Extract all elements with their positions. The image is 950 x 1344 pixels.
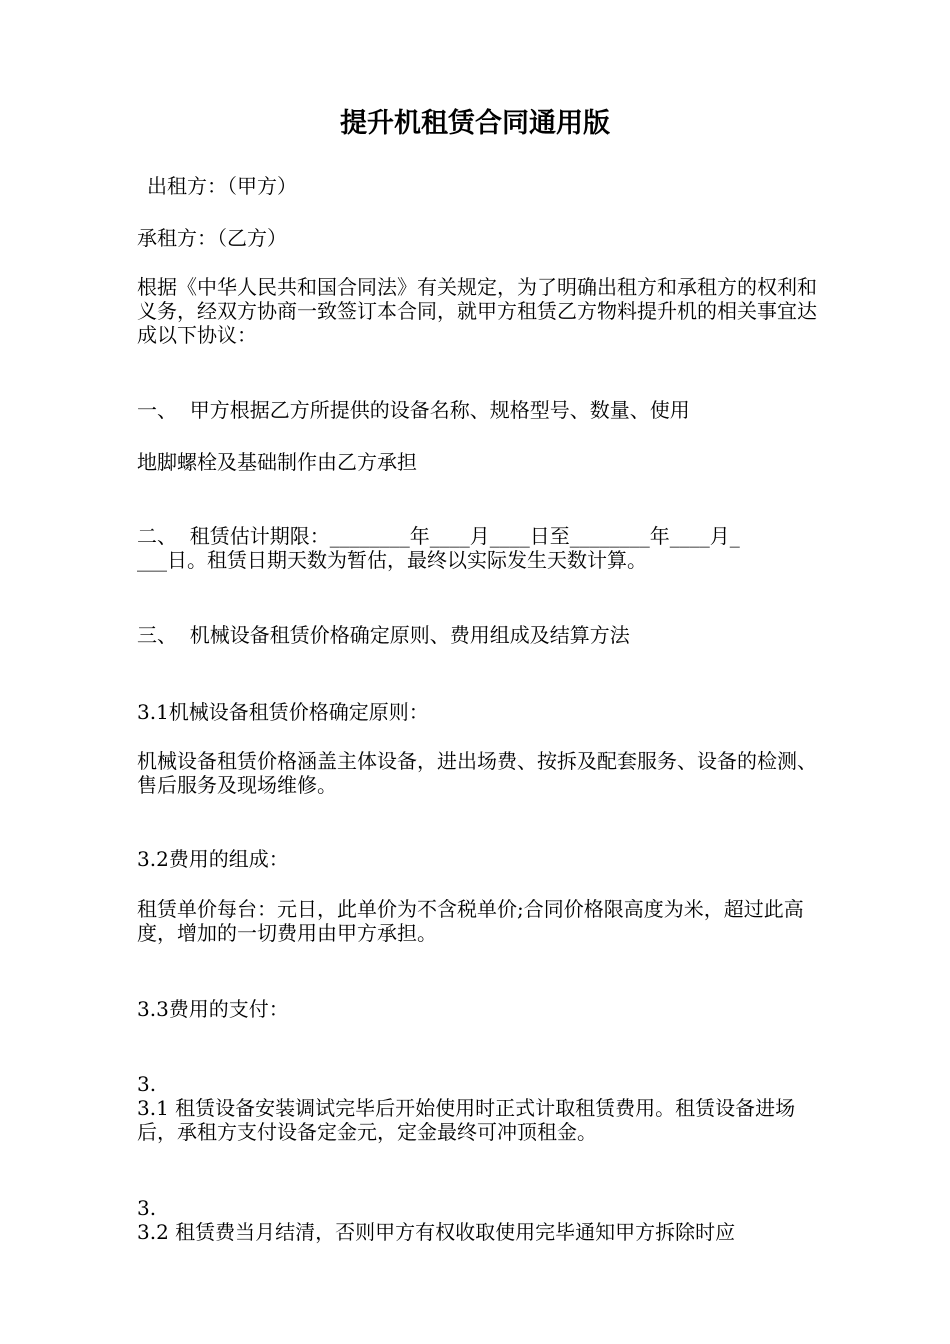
- document-title: 提升机租赁合同通用版: [340, 108, 610, 139]
- clause-3: 三、 机械设备租赁价格确定原则、费用组成及结算方法: [137, 623, 630, 647]
- clause-1-note: 地脚螺栓及基础制作由乙方承担: [137, 450, 417, 474]
- section-3-3-1-body: 3.1 租赁设备安装调试完毕后开始使用时正式计取租赁费用。租赁设备进场后，承租方支付设备定金元，定金最终可冲顶租金。: [137, 1096, 796, 1144]
- section-3-1-body: 机械设备租赁价格涵盖主体设备，进出场费、按拆及配套服务、设备的检测、售后服务及现场维修。: [137, 749, 817, 797]
- section-3-3-heading: 3.3费用的支付：: [137, 997, 289, 1021]
- section-3-2-heading: 3.2费用的组成：: [137, 847, 289, 871]
- lessee-line: 承租方：（乙方）: [137, 226, 287, 250]
- section-3-3-1-prefix: 3.: [137, 1072, 157, 1096]
- clause-1: 一、 甲方根据乙方所提供的设备名称、规格型号、数量、使用: [137, 398, 690, 422]
- clause-2-line-1: 二、 租赁估计期限：________年____月____日至________年____月_: [137, 524, 740, 548]
- section-3-3-2-body: 3.2 租赁费当月结清，否则甲方有权收取使用完毕通知甲方拆除时应: [137, 1220, 736, 1244]
- section-3-1-heading: 3.1机械设备租赁价格确定原则：: [137, 700, 429, 724]
- section-3-2-body: 租赁单价每台：元日，此单价为不含税单价;合同价格限高度为米，超过此高度，增加的一切费用由甲方承担。: [137, 897, 804, 945]
- lessor-line: 出租方：（甲方）: [147, 174, 297, 198]
- section-3-3-2-prefix: 3.: [137, 1196, 157, 1220]
- preamble-paragraph: 根据《中华人民共和国合同法》有关规定，为了明确出租方和承租方的权利和义务，经双方协商一致签订本合同，就甲方租赁乙方物料提升机的相关事宜达成以下协议：: [137, 275, 817, 347]
- clause-2-line-2: ___日。租赁日期天数为暂估，最终以实际发生天数计算。: [137, 548, 647, 572]
